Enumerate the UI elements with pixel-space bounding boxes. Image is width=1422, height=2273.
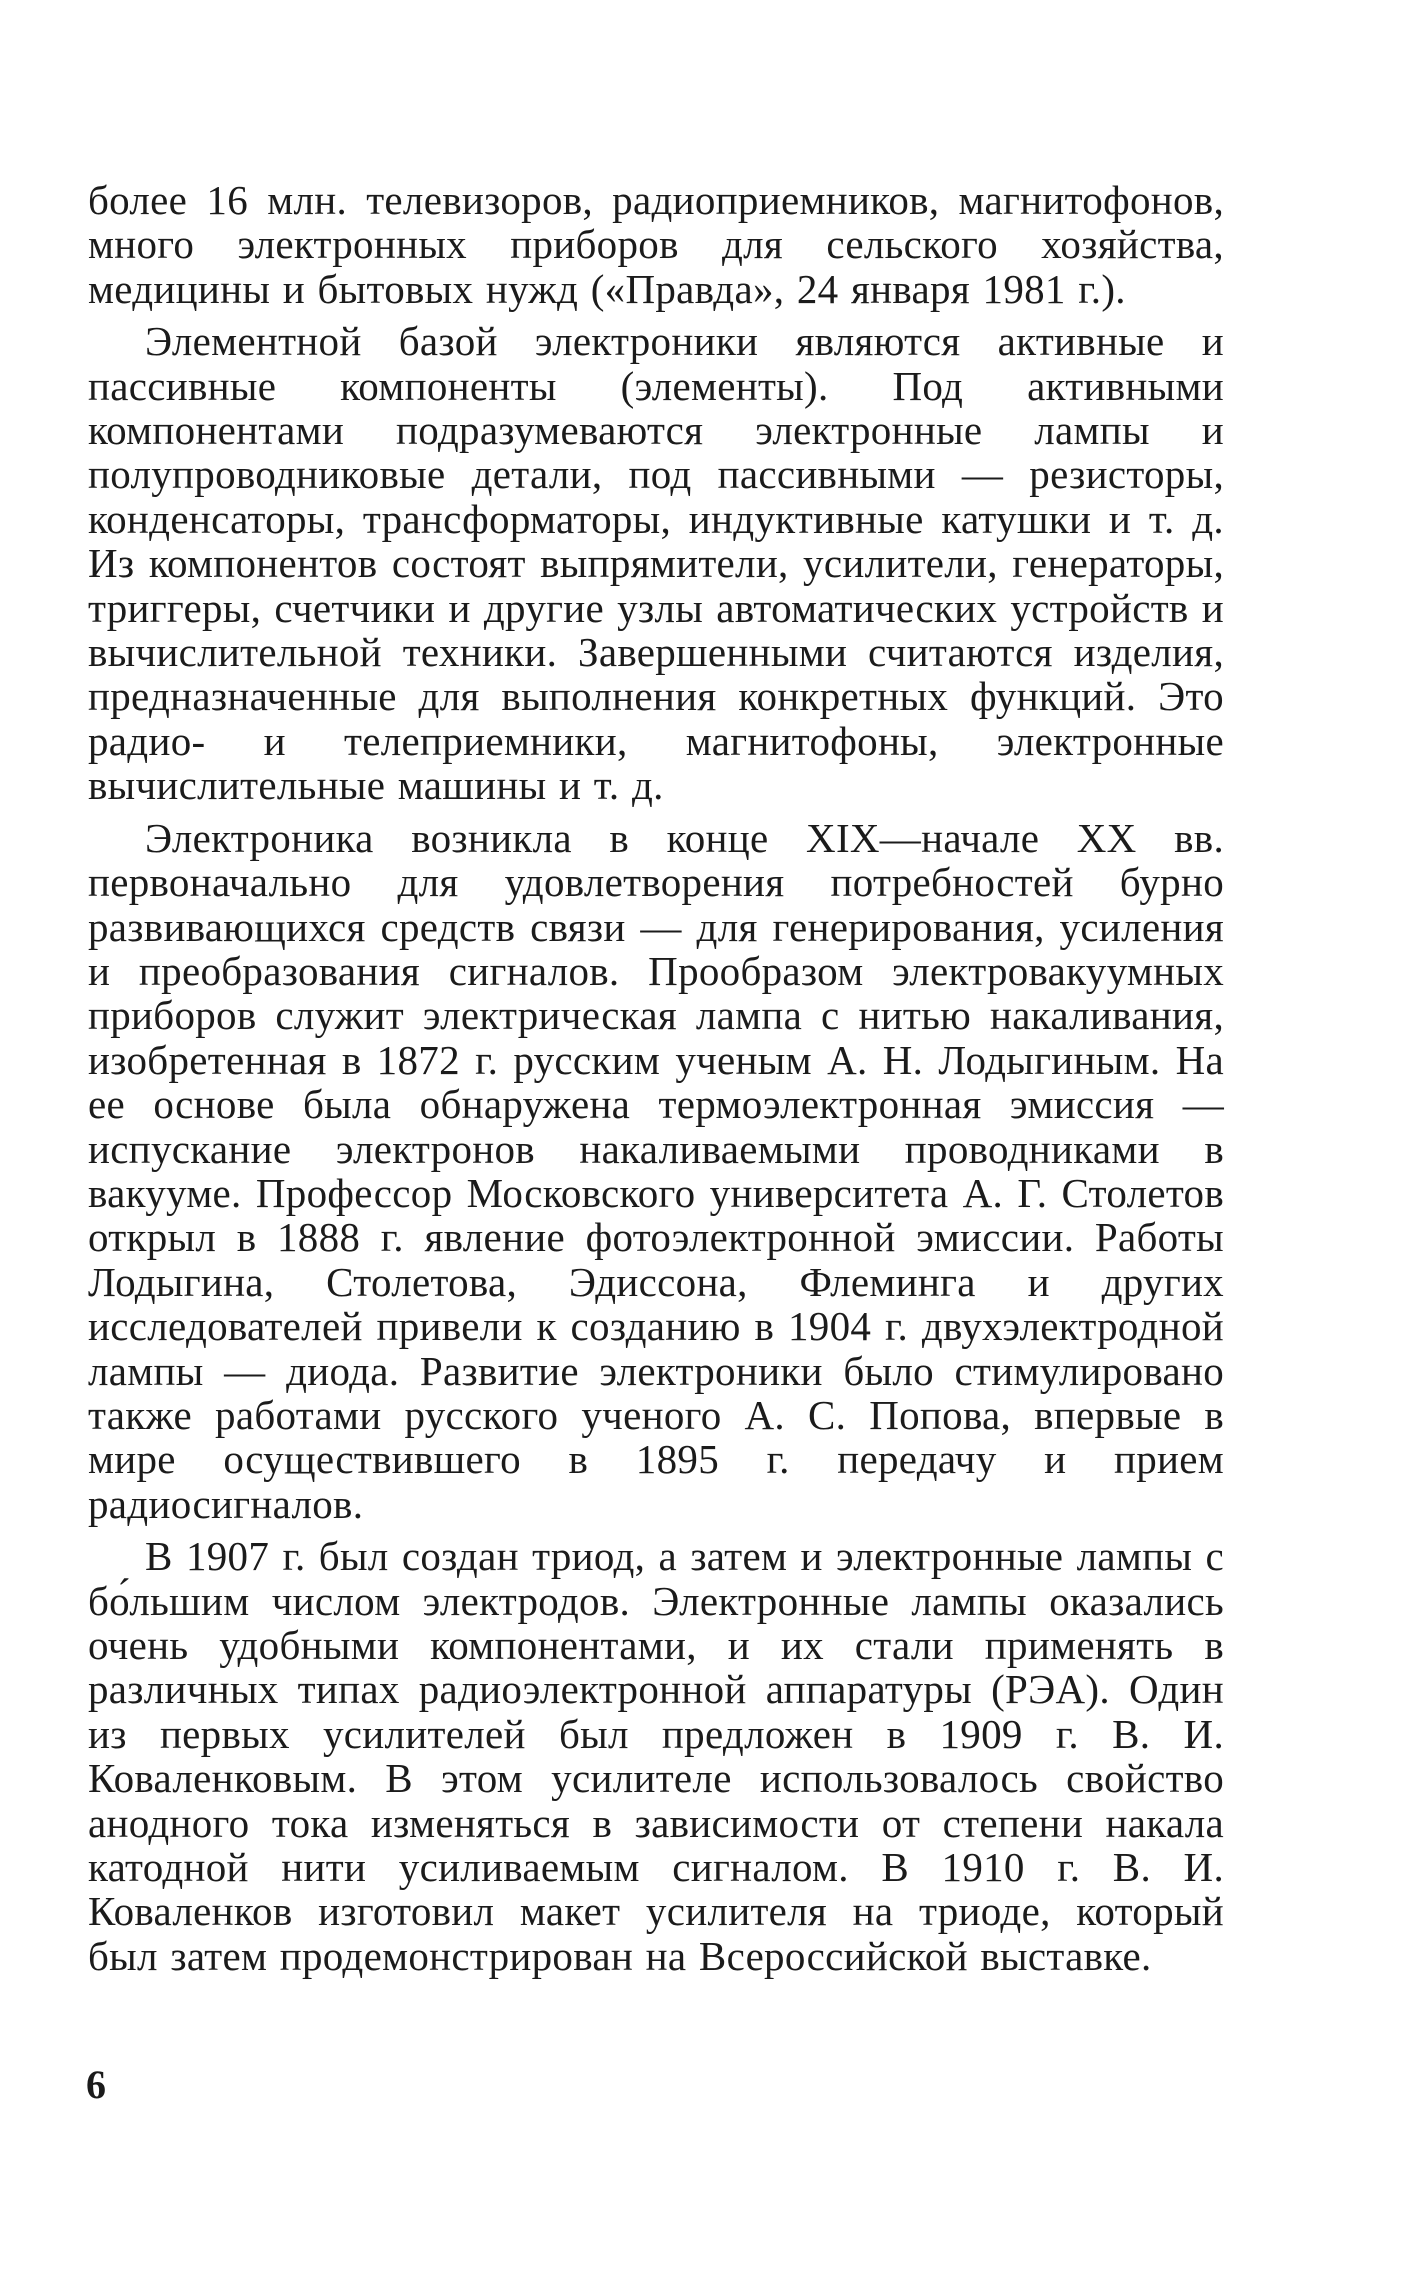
page-number: 6 <box>86 2062 106 2107</box>
page-text <box>88 178 1224 1978</box>
paragraph-history: Электроника возникла в конце XIX—начале XX вв. первоначально для удовлетворения потребностей бурно развивающихся средств связи — для генерирования, усиления и преобразования сигналов. Прообразом электровакуумных приборов служит электрическая лампа с нитью накаливания, изобретенная в 1872 г. русским ученым А. Н. Лодыгиным. На ее основе была обнаружена термоэлектронная эмиссия — испускание электронов накаливаемыми проводниками в вакууме. Профессор Московского университета А. Г. Столетов открыл в 1888 г. явление фотоэлектронной эмиссии. Работы Лодыгина, Столетова, Эдиссона, Флеминга и других исследователей привели к созданию в 1904 г. двухэлектродной лампы — диода. Развитие электроники было стимулировано также работами русского ученого А. С. Попова, впервые в мире осуществившего в 1895 г. передачу и прием радиосигналов. <box>88 814 1224 1527</box>
paragraph-continuation: более 16 млн. телевизоров, радиоприемников, магнитофонов, много электронных приборов для сельского хозяйства, медицины и бытовых нужд («Правда», 24 января 1981 г.). <box>88 177 1224 312</box>
paragraph-element-base: Элементной базой электроники являются активные и пассивные компоненты (элементы). Под активными компонентами подразумеваются электронные лампы и полупроводниковые детали, под пассивными — резисторы, конденсаторы, трансформаторы, индуктивные катушки и т. д. Из компонентов состоят выпрямители, усилители, генераторы, триггеры, счетчики и другие узлы автоматических устройств и вычислительной техники. Завершенными считаются изделия, предназначенные для выполнения конкретных функций. Это радио- и телеприемники, магнитофоны, электронные вычислительные машины и т. д. <box>88 318 1224 809</box>
paragraph-triode: В 1907 г. был создан триод, а затем и электронные лампы с бо́льшим числом электродов. Электронные лампы оказались очень удобными компонентами, и их стали применять в различных типах радиоэлектронной аппаратуры (РЭА). Один из первых усилителей был предложен в 1909 г. В. И. Коваленковым. В этом усилителе использовалось свойство анодного тока изменяться в зависимости от степени накала катодной нити усиливаемым сигналом. В 1910 г. В. И. Коваленков изготовил макет усилителя на триоде, который был затем продемонстрирован на Всероссийской выставке. <box>88 1533 1224 1979</box>
